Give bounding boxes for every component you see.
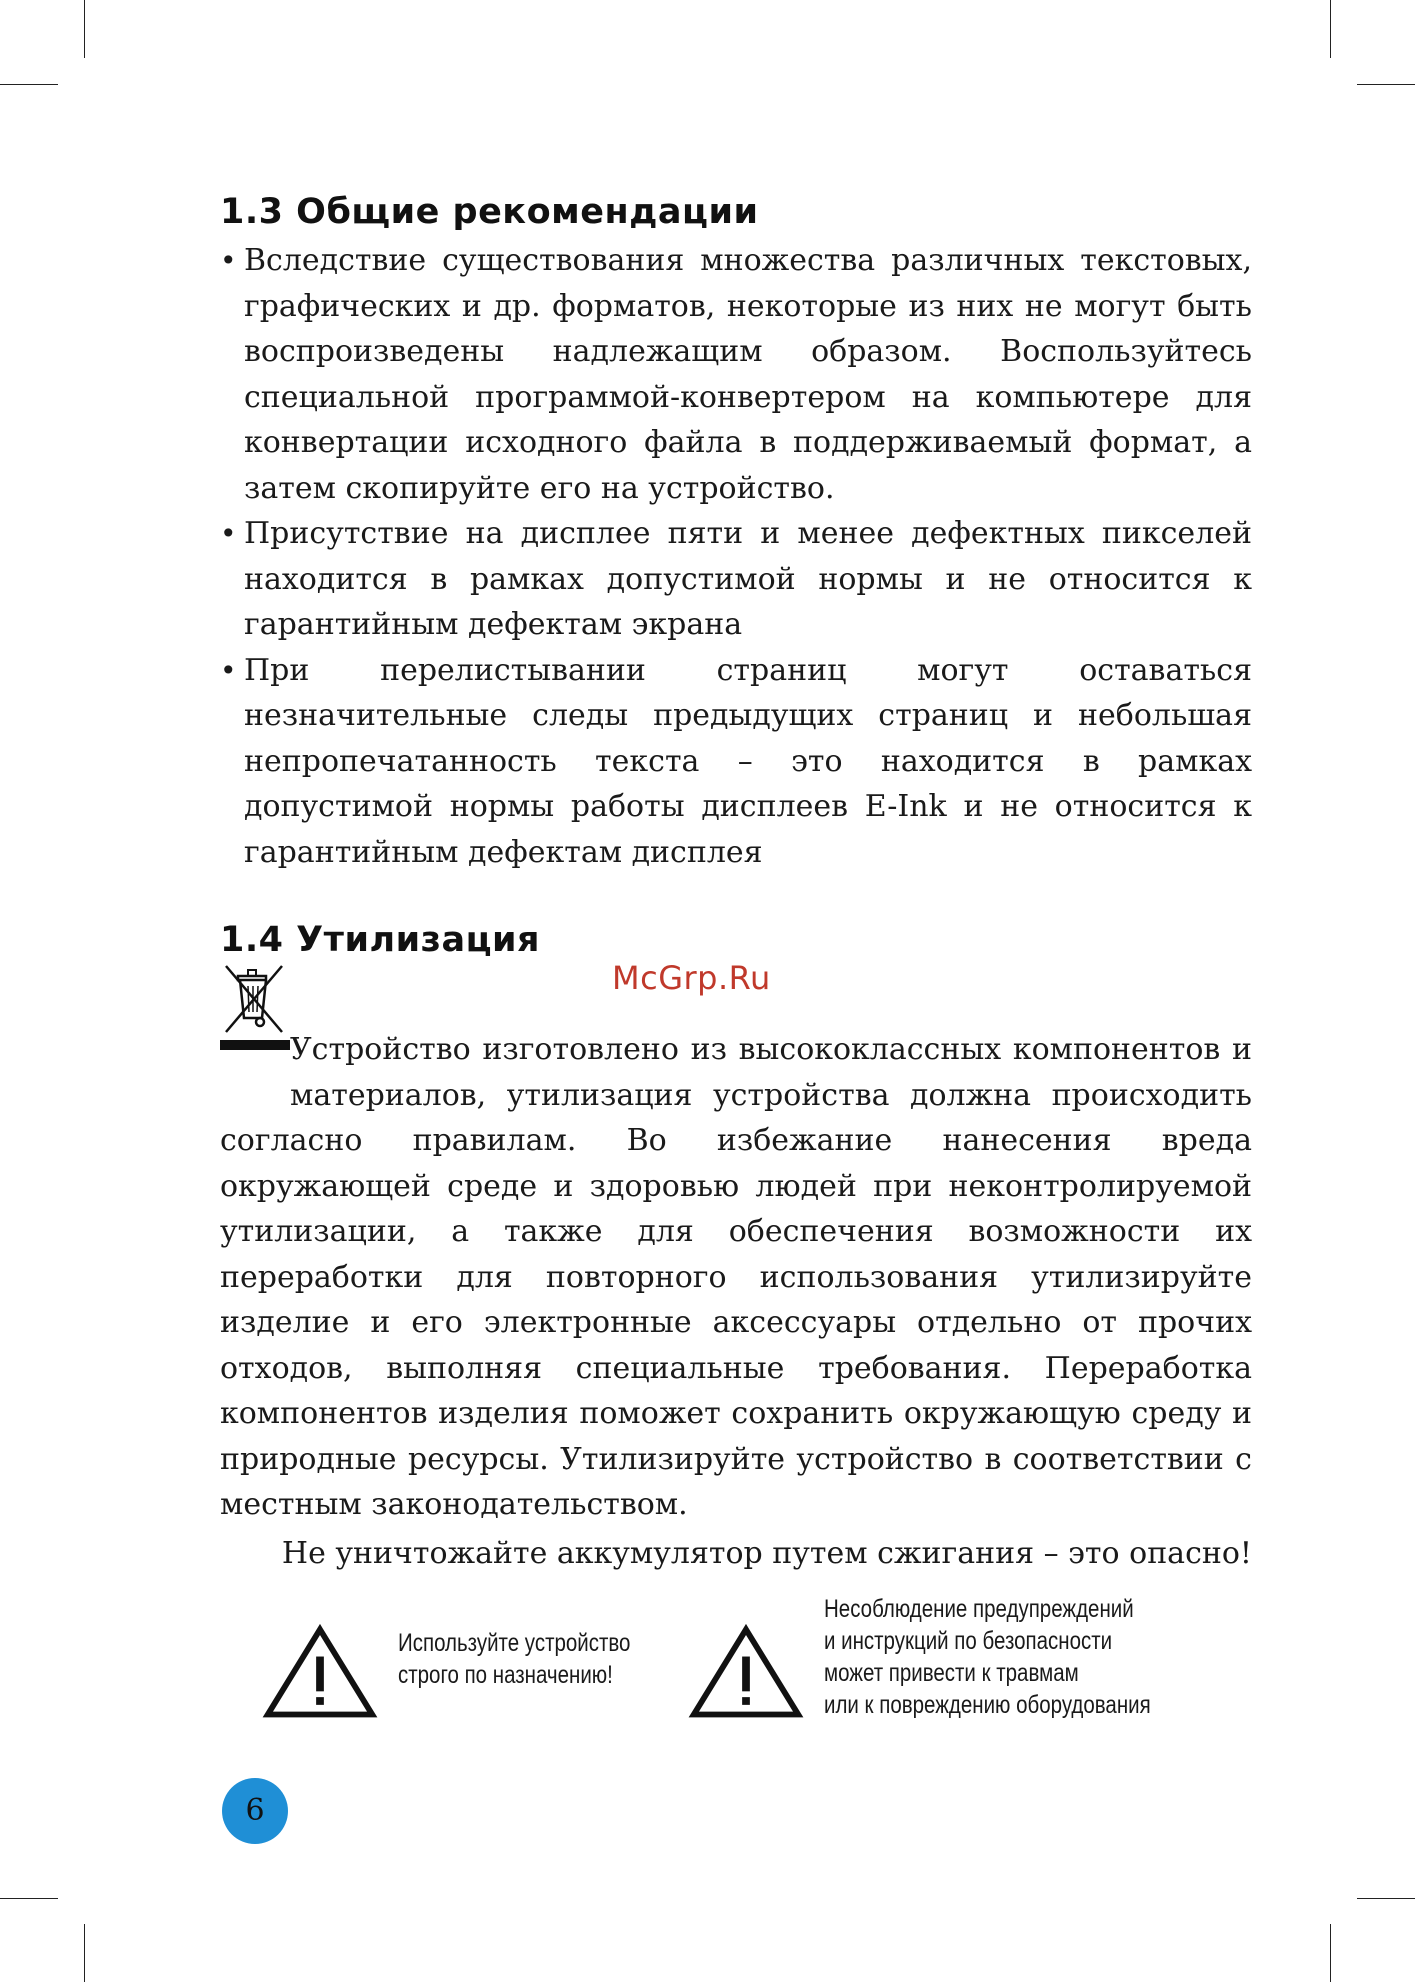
crop-mark [1357,84,1415,85]
disposal-block [220,959,1252,1522]
crop-mark [0,1898,58,1899]
disposal-section [220,918,1252,1576]
crop-mark [1330,1924,1331,1982]
recommendations-list [220,238,1252,875]
warning-text-line: и инструкций по безопасности [824,1627,1113,1655]
page-content [220,190,1252,1576]
warnings-row [262,1595,1262,1735]
crop-mark [1357,1898,1415,1899]
page-number-badge: 6 [222,1778,288,1844]
list-item: • Присутствие на дисплее пяти и менее дефектных пикселей находится в рамках допустимой нормы и не относится к гарантийным дефектам экрана [220,511,1252,648]
disposal-paragraph [220,968,1252,1522]
warning-triangle-icon [688,1623,804,1721]
disposal-paragraph-text: Устройство изготовлено из высококлассных компонентов и материалов, утилизация устройства должна происходить согласно правилам. Во избежание нанесения вреда окружающей среде и здоровью людей при неконтролируемой утилизации, а также для обеспечения возможности их переработки для повторного использования утилизируйте изделие и его электронные аксессуары отдельно от прочих отходов, выполняя специальные требования. Переработка компонентов изделия поможет сохранить окружающую среду и природные ресурсы. Утилизируйте устройство в соответствии с местным законодательством. [220,1032,1252,1522]
list-item: • Вследствие существования множества различных текстовых, графических и др. форматов, некоторые из них не могут быть воспроизведены надлежащим образом. Воспользуйтесь специальной программой-конвертером на компьютере для конвертации исходного файла в поддерживаемый формат, а затем скопируйте его на устройство. [220,238,1252,511]
warning-text-line: Используйте устройство [398,1629,631,1657]
crop-mark [84,1924,85,1982]
crop-mark [1330,0,1331,58]
crop-mark [84,0,85,58]
warning-text-line: Несоблюдение предупреждений [824,1595,1134,1623]
warning-text-line: строго по назначению! [398,1661,613,1689]
warning-text-line: может привести к травмам [824,1659,1079,1687]
warning-text-usage [398,1627,630,1691]
crop-mark [0,84,58,85]
warning-text-line: или к повреждению оборудования [824,1691,1151,1719]
section-title-general-recommendations: 1.3 Общие рекомендации [220,192,759,232]
watermark: McGrp.Ru [612,959,771,997]
warning-triangle-icon [262,1623,378,1721]
section-title-disposal: 1.4 Утилизация [220,920,541,960]
list-item: • При перелистывании страниц могут оставаться незначительные следы предыдущих страниц и небольшая непропечатанность текста – это находится в рамках допустимой нормы работы дисплеев E-Ink и не относится к гарантийным дефектам дисплея [220,648,1252,876]
crossed-bin-icon [220,962,290,1054]
warning-text-safety [824,1593,1151,1721]
battery-warning: Не уничтожайте аккумулятор путем сжигания – это опасно! [281,1535,1252,1571]
